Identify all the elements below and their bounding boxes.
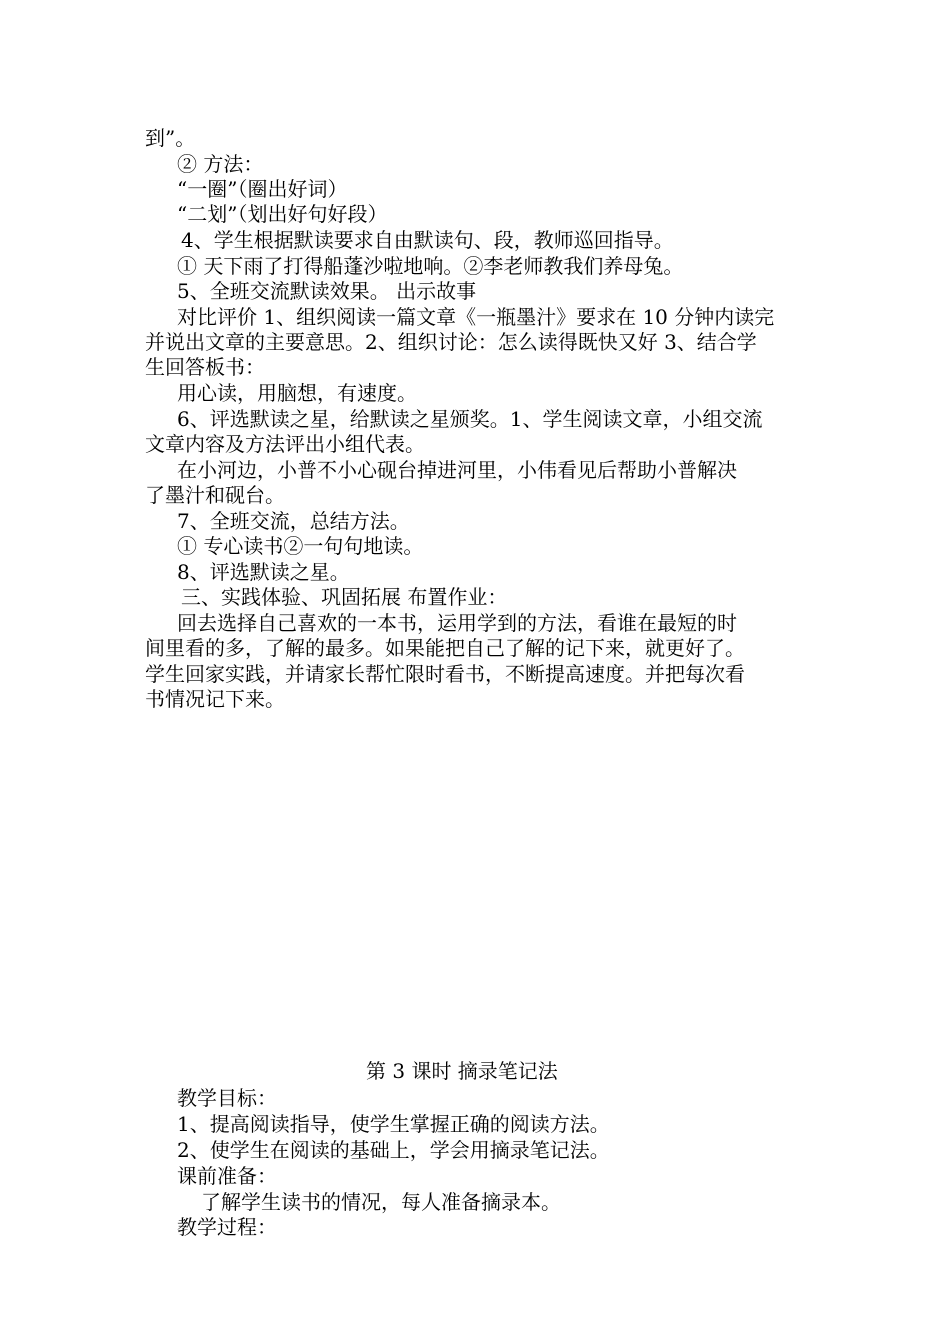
text-line: 用心读，用脑想，有速度。 bbox=[177, 381, 417, 405]
text-line: 课前准备： bbox=[177, 1164, 277, 1188]
text-line: ① 天下雨了打得船蓬沙啦地响。②李老师教我们养母兔。 bbox=[177, 254, 684, 278]
text-line: ② 方法： bbox=[177, 152, 264, 176]
text-line: 对比评价 1、组织阅读一篇文章《一瓶墨汁》要求在 10 分钟内读完 bbox=[177, 305, 775, 329]
text-line: 教学目标： bbox=[177, 1086, 277, 1110]
text-line: 7、全班交流，总结方法。 bbox=[177, 509, 410, 533]
text-line: 5、全班交流默读效果。 出示故事 bbox=[177, 279, 477, 303]
text-line: 文章内容及方法评出小组代表。 bbox=[145, 432, 425, 456]
text-line: 学生回家实践，并请家长帮忙限时看书，不断提高速度。并把每次看 bbox=[145, 662, 745, 686]
text-line: 三、实践体验、巩固拓展 布置作业： bbox=[181, 585, 508, 609]
text-line: 间里看的多，了解的最多。如果能把自己了解的记下来，就更好了。 bbox=[145, 636, 745, 660]
text-line: 4、学生根据默读要求自由默读句、段，教师巡回指导。 bbox=[181, 228, 674, 252]
text-line: 并说出文章的主要意思。2、组织讨论：怎么读得既快又好 3、结合学 bbox=[145, 330, 757, 354]
text-line: 6、评选默读之星，给默读之星颁奖。1、学生阅读文章，小组交流 bbox=[177, 407, 763, 431]
text-line: 了解学生读书的情况，每人准备摘录本。 bbox=[201, 1190, 561, 1214]
text-line: 回去选择自己喜欢的一本书，运用学到的方法，看谁在最短的时 bbox=[177, 611, 737, 635]
text-line: 在小河边，小普不小心砚台掉进河里，小伟看见后帮助小普解决 bbox=[177, 458, 737, 482]
text-line: “二划”（划出好句好段） bbox=[177, 202, 388, 226]
text-line: 1、提高阅读指导，使学生掌握正确的阅读方法。 bbox=[177, 1112, 610, 1136]
text-line: 生回答板书： bbox=[145, 355, 265, 379]
text-line: 了墨汁和砚台。 bbox=[145, 483, 285, 507]
text-line: “一圈”（圈出好词） bbox=[177, 177, 348, 201]
text-line: 到”。 bbox=[145, 126, 196, 150]
text-line: 2、使学生在阅读的基础上，学会用摘录笔记法。 bbox=[177, 1138, 610, 1162]
lesson-title: 第 3 课时 摘录笔记法 bbox=[366, 1059, 558, 1083]
text-line: ① 专心读书②一句句地读。 bbox=[177, 534, 424, 558]
text-line: 书情况记下来。 bbox=[145, 687, 285, 711]
text-line: 教学过程： bbox=[177, 1215, 277, 1239]
text-line: 8、评选默读之星。 bbox=[177, 560, 350, 584]
